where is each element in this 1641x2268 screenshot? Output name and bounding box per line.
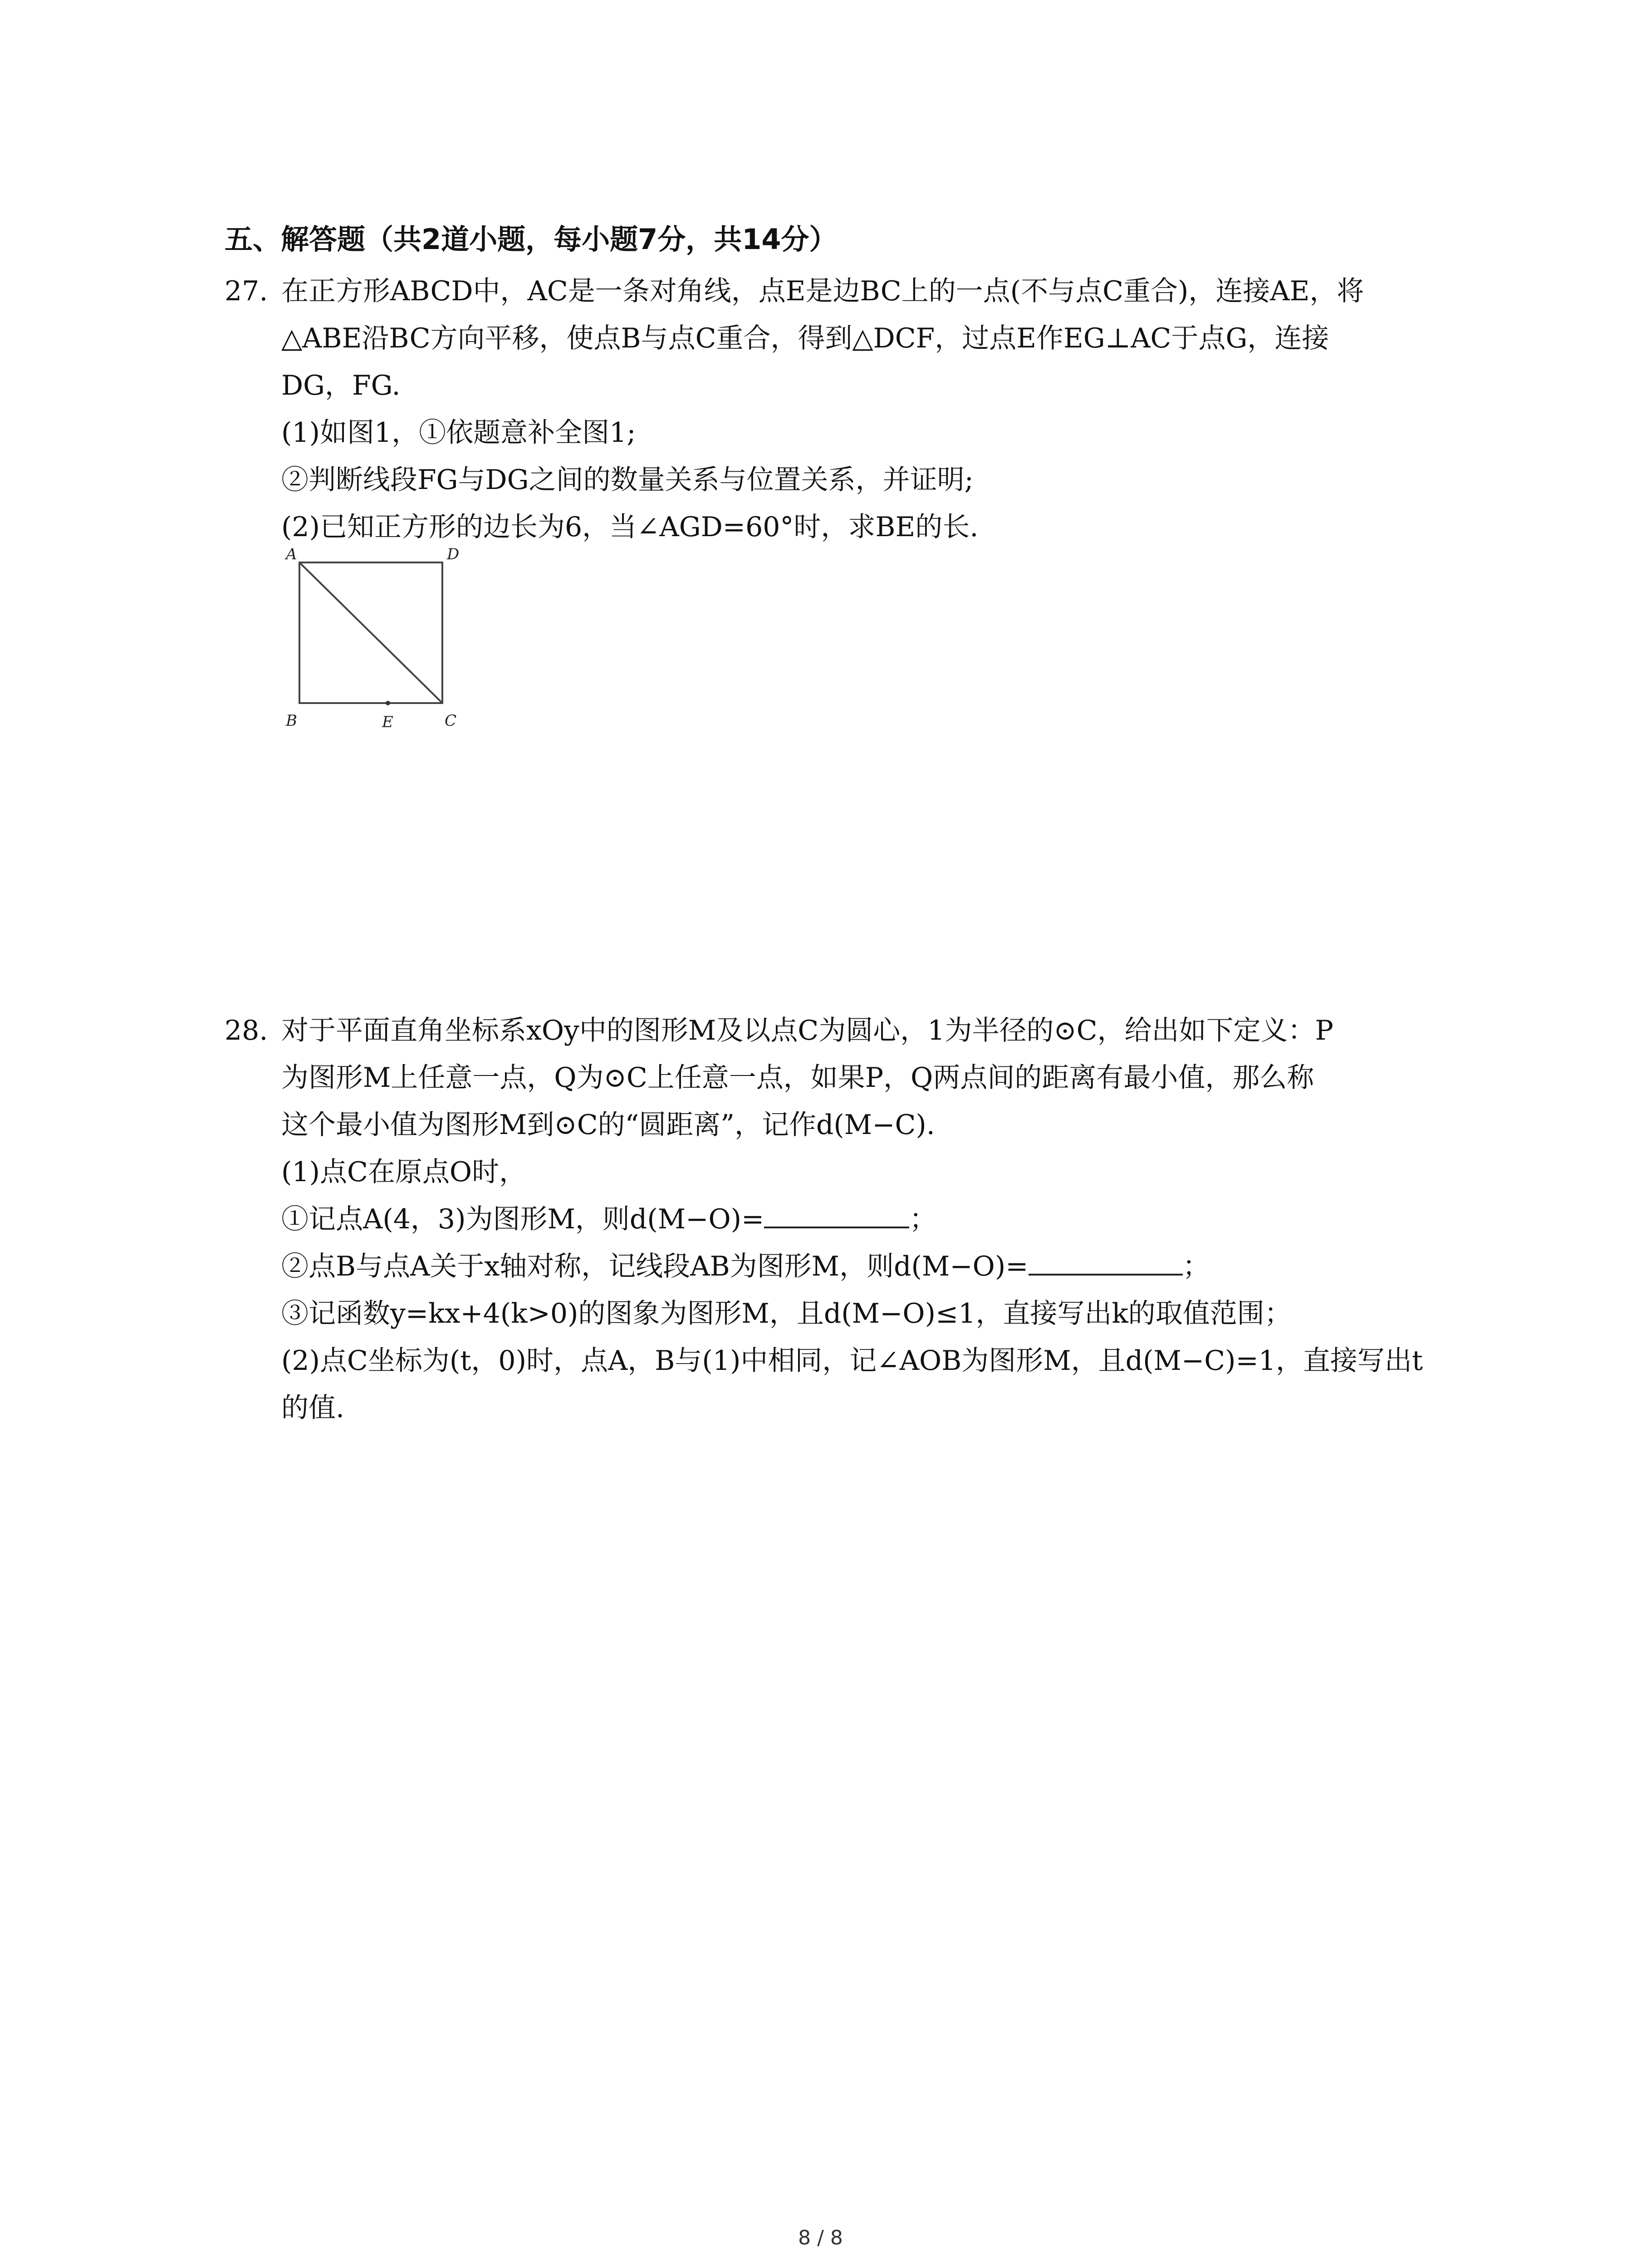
point-e [386, 701, 390, 705]
page-number: 8 / 8 [798, 2226, 843, 2249]
question-line: 对于平面直角坐标系xOy中的图形M及以点C为圆心，1为半径的⊙C，给出如下定义：P [281, 1015, 1333, 1046]
fill-end: ； [909, 1203, 937, 1235]
fill-prompt: ①记点A(4，3)为图形M，则d(M−O)= [281, 1203, 764, 1235]
figure-1-square [281, 547, 476, 737]
answer-blank[interactable] [764, 1201, 909, 1228]
question-line: 的值. [281, 1392, 345, 1424]
section-heading: 五、解答题（共2道小题，每小题7分，共14分） [225, 223, 838, 256]
question-28 [225, 1007, 1468, 1442]
question-line: DG，FG. [281, 370, 401, 401]
question-subpart: ③记函数y=kx+4(k>0)的图象为图形M，且d(M−O)≤1，直接写出k的取值范围； [281, 1298, 1292, 1330]
label-b: B [286, 712, 297, 730]
question-27 [225, 268, 1468, 558]
question-subpart: (1)如图1，①依题意补全图1; [281, 417, 636, 449]
question-subpart-fill [281, 1196, 936, 1243]
label-e: E [382, 713, 393, 731]
question-line: 在正方形ABCD中，AC是一条对角线，点E是边BC上的一点(不与点C重合)，连接AE，将 [281, 275, 1364, 307]
label-a: A [286, 547, 297, 563]
square-diagram [281, 547, 476, 737]
diagonal-ac [299, 562, 442, 703]
label-c: C [445, 712, 457, 730]
fill-end: ； [1182, 1251, 1210, 1282]
question-number: 28. [225, 1015, 268, 1046]
question-line: 这个最小值为图形M到⊙C的“圆距离”，记作d(M−C). [281, 1109, 935, 1141]
question-subpart: (2)已知正方形的边长为6，当∠AGD=60°时，求BE的长. [281, 511, 979, 543]
question-line: 为图形M上任意一点，Q为⊙C上任意一点，如果P，Q两点间的距离有最小值，那么称 [281, 1062, 1314, 1094]
question-subpart: (1)点C在原点O时， [281, 1156, 527, 1188]
question-subpart: ②判断线段FG与DG之间的数量关系与位置关系，并证明; [281, 464, 974, 496]
fill-prompt: ②点B与点A关于x轴对称，记线段AB为图形M，则d(M−O)= [281, 1251, 1029, 1282]
answer-blank[interactable] [1029, 1248, 1183, 1276]
question-number: 27. [225, 275, 268, 307]
label-d: D [447, 547, 460, 563]
question-line: △ABE沿BC方向平移，使点B与点C重合，得到△DCF，过点E作EG⊥AC于点G，连接 [281, 323, 1329, 354]
question-subpart-fill [281, 1243, 1210, 1290]
question-subpart: (2)点C坐标为(t，0)时，点A，B与(1)中相同，记∠AOB为图形M，且d(M−C)=1，直接写出t [281, 1345, 1423, 1377]
